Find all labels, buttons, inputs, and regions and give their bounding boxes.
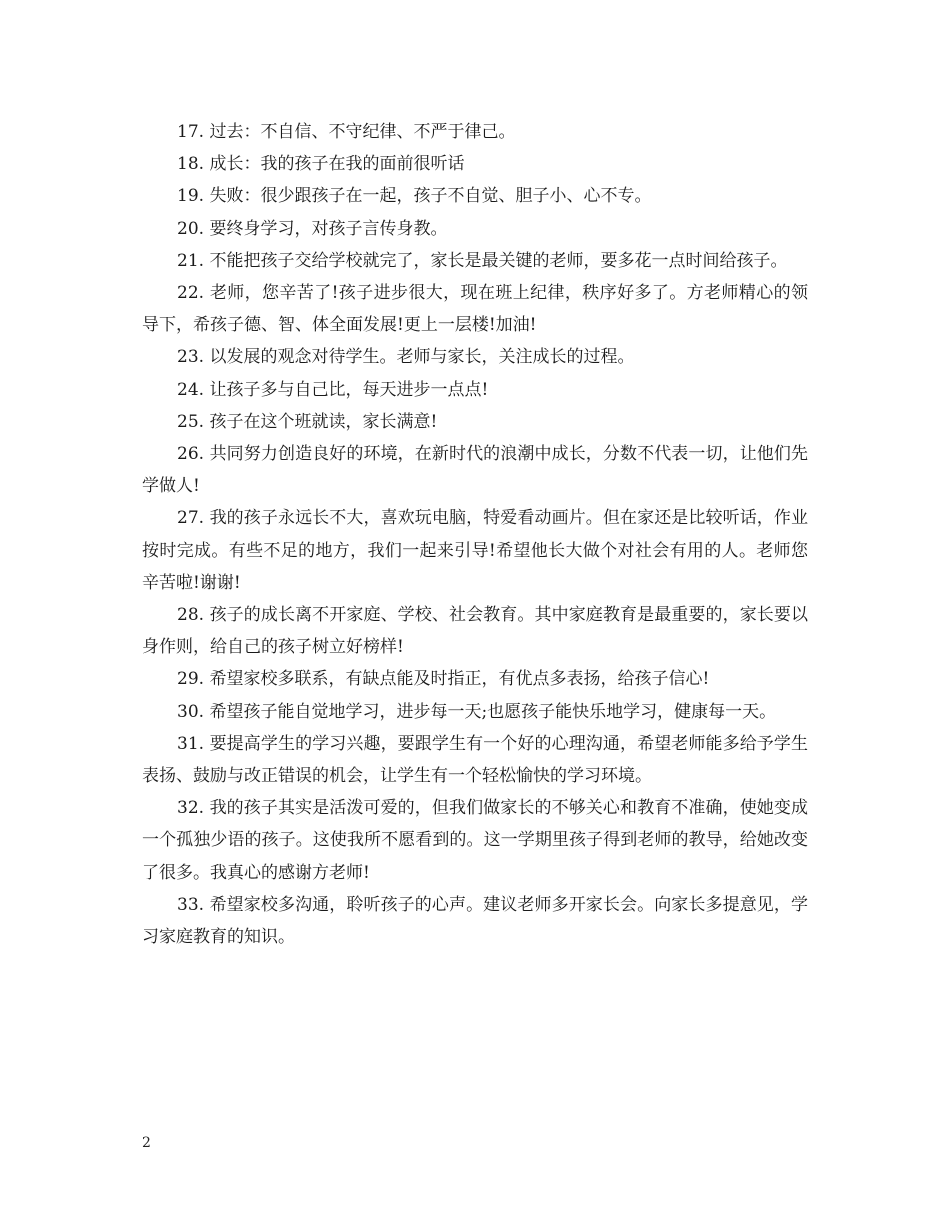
- item-text: 以发展的观念对待学生。老师与家长，关注成长的过程。: [209, 347, 635, 368]
- item-number: 30.: [177, 701, 205, 722]
- item-text: 不能把孩子交给学校就完了，家长是最关键的老师，要多花一点时间给孩子。: [209, 250, 788, 271]
- list-item: [142, 341, 808, 373]
- item-number: 17.: [177, 122, 205, 142]
- list-item: [142, 245, 808, 277]
- list-item: [142, 116, 808, 148]
- list-item: [142, 599, 808, 663]
- item-number: 21.: [177, 250, 205, 271]
- item-number: 25.: [177, 411, 205, 432]
- list-item: [142, 502, 808, 599]
- list-item: [142, 213, 808, 245]
- item-number: 26.: [177, 444, 205, 465]
- item-number: 18.: [177, 154, 205, 175]
- item-number: 28.: [177, 605, 205, 626]
- list-item: [142, 696, 808, 728]
- list-item: [142, 277, 808, 341]
- item-text: 过去：不自信、不守纪律、不严于律己。: [209, 122, 516, 142]
- list-item: [142, 792, 808, 889]
- item-text: 希望家校多联系，有缺点能及时指正，有优点多表扬，给孩子信心!: [209, 669, 710, 690]
- list-item: [142, 406, 808, 438]
- item-number: 32.: [177, 798, 205, 819]
- item-text: 让孩子多与自己比，每天进步一点点!: [209, 379, 489, 400]
- item-text: 要提高学生的学习兴趣，要跟学生有一个好的心理沟通，希望老师能多给予学生表扬、鼓励与改正错误的机会，让学生有一个轻松愉快的学习环境。: [142, 733, 809, 787]
- document-body: [142, 116, 808, 953]
- item-number: 24.: [177, 379, 205, 400]
- item-text: 失败：很少跟孩子在一起，孩子不自觉、胆子小、心不专。: [209, 186, 652, 207]
- item-number: 19.: [177, 186, 205, 207]
- list-item: [142, 438, 808, 502]
- item-text: 老师，您辛苦了!孩子进步很大，现在班上纪律，秩序好多了。方老师精心的领导下，希孩子德、智、体全面发展!更上一层楼!加油!: [142, 283, 808, 336]
- item-text: 成长：我的孩子在我的面前很听话: [209, 154, 465, 175]
- item-text: 我的孩子永远长不大，喜欢玩电脑，特爱看动画片。但在家还是比较听话，作业按时完成。有些不足的地方，我们一起来引导!希望他长大做个对社会有用的人。老师您辛苦啦!谢谢!: [142, 508, 809, 593]
- item-text: 我的孩子其实是活泼可爱的，但我们做家长的不够关心和教育不准确，使她变成一个孤独少语的孩子。这使我所不愿看到的。这一学期里孩子得到老师的教导，给她改变了很多。我真心的感谢方老师!: [142, 798, 809, 883]
- item-text: 希望孩子能自觉地学习，进步每一天;也愿孩子能快乐地学习，健康每一天。: [209, 701, 777, 722]
- item-text: 孩子的成长离不开家庭、学校、社会教育。其中家庭教育是最重要的，家长要以身作则，给自己的孩子树立好榜样!: [142, 605, 809, 658]
- item-number: 31.: [177, 733, 205, 754]
- item-number: 33.: [177, 894, 205, 915]
- list-item: [142, 148, 808, 180]
- list-item: [142, 663, 808, 695]
- item-number: 22.: [177, 283, 205, 304]
- list-item: [142, 180, 808, 212]
- item-text: 要终身学习，对孩子言传身教。: [209, 218, 448, 239]
- list-item: [142, 374, 808, 406]
- item-number: 29.: [177, 669, 205, 690]
- list-item: [142, 889, 808, 953]
- item-text: 共同努力创造良好的环境，在新时代的浪潮中成长，分数不代表一切，让他们先学做人!: [142, 444, 809, 497]
- page-number: 2: [142, 1135, 151, 1151]
- item-text: 孩子在这个班就读，家长满意!: [209, 411, 438, 432]
- list-item: [142, 728, 808, 792]
- item-number: 20.: [177, 218, 205, 239]
- item-text: 希望家校多沟通，聆听孩子的心声。建议老师多开家长会。向家长多提意见，学习家庭教育的知识。: [142, 894, 809, 948]
- item-number: 27.: [177, 508, 205, 529]
- item-number: 23.: [177, 347, 205, 368]
